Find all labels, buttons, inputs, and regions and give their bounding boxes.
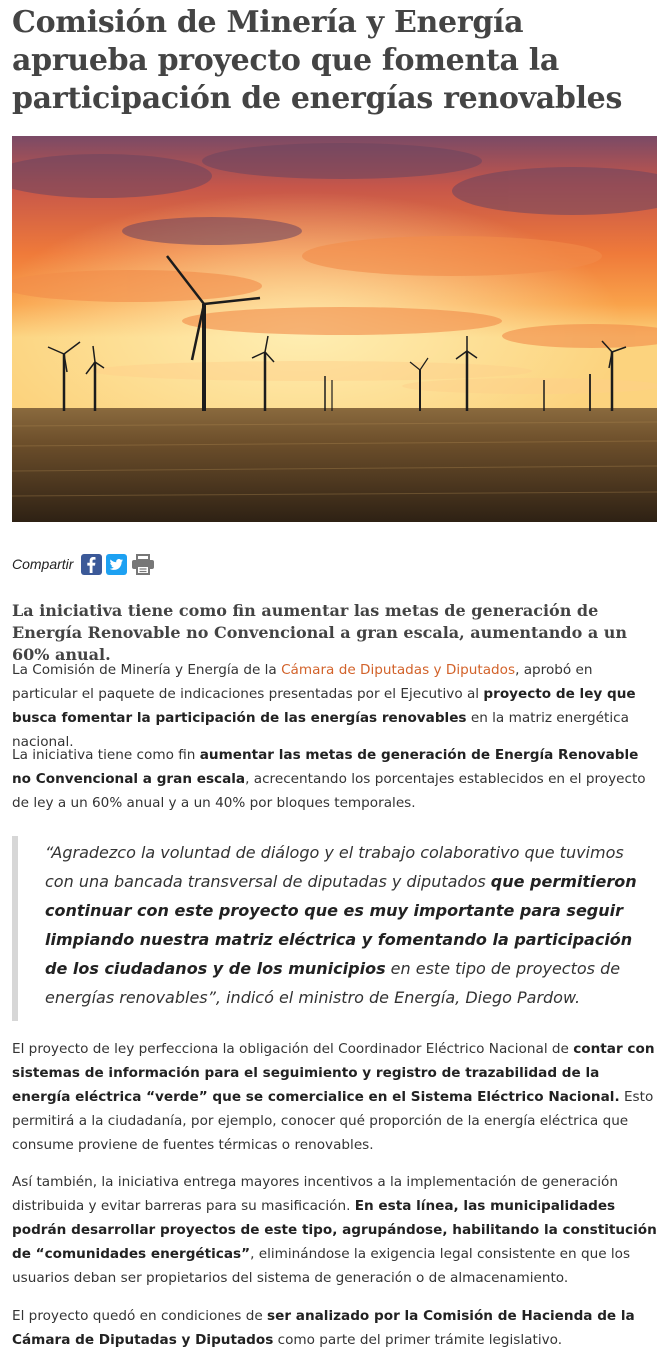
paragraph-5-bold: ser analizado por la Comisión de Hacienda de la Cámara de Diputadas y Diputados <box>12 1308 635 1348</box>
facebook-icon[interactable] <box>81 554 102 575</box>
paragraph-4-text: , eliminándose la exigencia legal consistente en que los usuarios deban ser propietarios del sistema de generación o de almacenamiento. <box>12 1246 631 1286</box>
paragraph-1-bold: proyecto de ley que busca fomentar la participación de las energías renovables <box>12 686 636 726</box>
paragraph-4-bold: En esta línea, las municipalidades podrán desarrollar proyectos de este tipo, agrupándose, habilitando la constitución de “comunidades energéticas” <box>12 1198 657 1262</box>
paragraph-5-text: El proyecto quedó en condiciones de <box>12 1308 268 1324</box>
paragraph-2-text: La iniciativa tiene como fin <box>12 747 200 763</box>
camara-link[interactable]: Cámara de Diputadas y Diputados <box>281 662 516 678</box>
minister-quote <box>12 836 652 1021</box>
quote-text: en este tipo de proyectos de energías renovables”, indicó el ministro de Energía, Diego Pardow. <box>45 959 621 1007</box>
print-icon[interactable] <box>131 554 155 575</box>
hero-image <box>12 136 657 522</box>
paragraph-5 <box>12 1304 660 1352</box>
paragraph-4 <box>12 1170 660 1290</box>
paragraph-4-text: Así también, la iniciativa entrega mayores incentivos a la implementación de generación distribuida y evitar barreras para su masificación. <box>12 1174 618 1214</box>
article-title: Comisión de Minería y Energía aprueba proyecto que fomenta la participación de energías renovables <box>12 5 623 116</box>
share-label: Compartir <box>12 556 74 572</box>
paragraph-1 <box>12 658 660 754</box>
paragraph-1-text: La Comisión de Minería y Energía de la <box>12 662 282 678</box>
paragraph-3 <box>12 1037 660 1157</box>
quote-text: “Agradezco la voluntad de diálogo y el trabajo colaborativo que tuvimos con una bancada transversal de diputadas y diputados <box>45 843 624 891</box>
paragraph-2 <box>12 743 660 815</box>
article-lead: La iniciativa tiene como fin aumentar las metas de generación de Energía Renovable no Convencional a gran escala, aumentando a un 60% anual. <box>12 601 628 664</box>
paragraph-5-text: como parte del primer trámite legislativo. <box>273 1332 563 1348</box>
article <box>12 0 657 1348</box>
paragraph-2-text: , acrecentando los porcentajes establecidos en el proyecto de ley a un 60% anual y a un 40% por bloques temporales. <box>12 771 646 811</box>
quote-bold: que permitieron continuar con este proyecto que es muy importante para seguir limpiando nuestra matriz eléctrica y fomentando la participación de los ciudadanos y de los municipios <box>45 872 637 978</box>
twitter-icon[interactable] <box>106 554 127 575</box>
paragraph-1-text: en la matriz energética nacional. <box>12 710 629 750</box>
paragraph-2-bold: aumentar las metas de generación de Energía Renovable no Convencional a gran escala <box>12 747 639 787</box>
paragraph-3-text: El proyecto de ley perfecciona la obligación del Coordinador Eléctrico Nacional de <box>12 1041 574 1057</box>
paragraph-3-bold: contar con sistemas de información para el seguimiento y registro de trazabilidad de la energía eléctrica “verde” que se comercialice en el Sistema Eléctrico Nacional. <box>12 1041 655 1105</box>
paragraph-1-text: , aprobó en particular el paquete de indicaciones presentadas por el Ejecutivo al <box>12 662 593 702</box>
paragraph-3-text: Esto permitirá a la ciudadanía, por ejemplo, conocer qué proporción de la energía eléctrica que consume proviene de fuentes térmicas o renovables. <box>12 1089 654 1153</box>
share-bar <box>12 551 155 577</box>
